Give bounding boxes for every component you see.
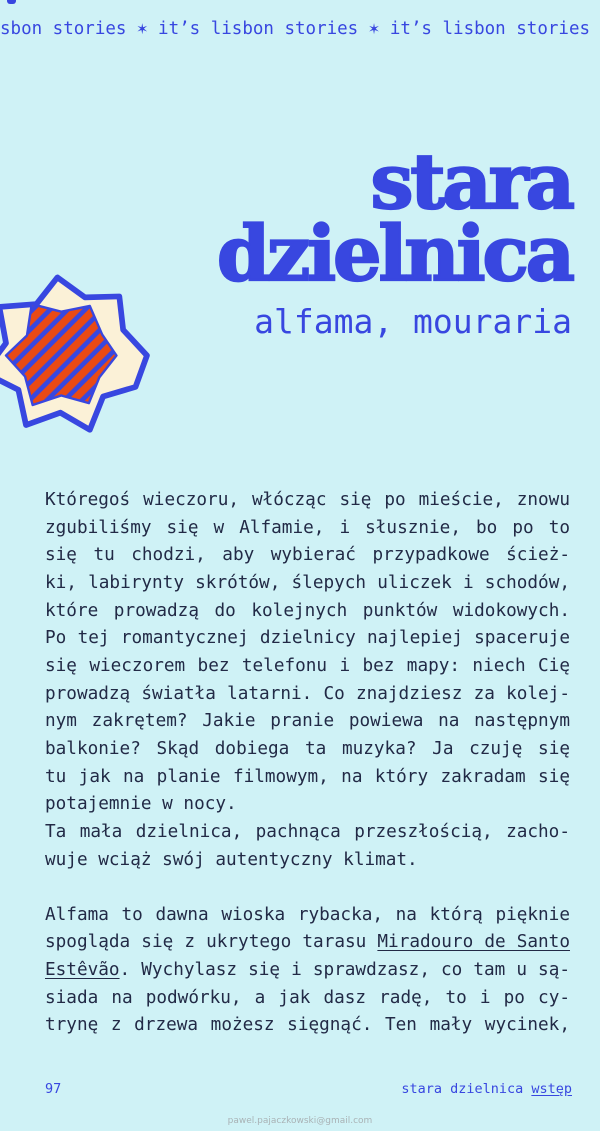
body-line: siada na podwórku, a jak dasz radę, to i po cy- — [45, 987, 570, 1008]
body-line: się tu chodzi, aby wybierać przypadkowe ścież- — [45, 545, 570, 566]
body-paragraph — [45, 487, 570, 874]
footer-wstep-link[interactable]: wstęp — [531, 1081, 572, 1097]
body-line: które prowadzą do kolejnych punktów widokowych. — [45, 600, 570, 621]
body-line: spogląda się z ukrytego tarasu Miradouro de Santo — [45, 932, 570, 953]
body-line: trynę z drzewa możesz sięgnąć. Ten mały wycinek, — [45, 1015, 570, 1036]
footer-section-label: stara dzielnica — [401, 1081, 524, 1097]
body-line: zgubiliśmy się w Alfamie, i słusznie, bo po to — [45, 517, 570, 538]
body-line: Ta mała dzielnica, pachnąca przeszłością, zacho- — [45, 821, 570, 842]
miradouro-link[interactable]: Estêvão — [45, 960, 120, 981]
page-title-line1: stara — [370, 137, 572, 226]
title-block — [216, 137, 572, 342]
body-line: ki, labirynty skrótów, ślepych uliczek i schodów, — [45, 572, 570, 593]
page-subtitle: alfama, mouraria — [254, 302, 572, 342]
body-line: wuje wciąż swój autentyczny klimat. — [45, 849, 418, 870]
body-line: balkonie? Skąd dobiega ta muzyka? Ja czuję się — [45, 738, 570, 759]
footer — [45, 1081, 572, 1097]
body-line: Po tej romantycznej dzielnicy najlepiej spaceruje — [45, 628, 570, 649]
page-title-line2: dzielnica — [216, 209, 572, 299]
page-number: 97 — [45, 1081, 62, 1097]
marquee-text: sbon stories ✶ it’s lisbon stories ✶ it’s lisbon stories — [0, 19, 591, 39]
body-line: Któregoś wieczoru, włócząc się po mieście, znowu — [45, 490, 570, 510]
cropped-glyph-artifact — [7, 0, 16, 4]
body-paragraph — [45, 902, 570, 1040]
body-line: się wieczorem bez telefonu i bez mapy: niech Cię — [45, 655, 570, 676]
footer-right — [401, 1081, 572, 1097]
body-line: tu jak na planie filmowym, na który zakradam się — [45, 766, 570, 787]
body-line: Estêvão. Wychylasz się i sprawdzasz, co tam u są- — [45, 960, 570, 981]
body-line: Alfama to dawna wioska rybacka, na którą pięknie — [45, 904, 570, 925]
watermark-email: pawel.pajaczkowski@gmail.com — [227, 1116, 373, 1126]
miradouro-link[interactable]: Miradouro de Santo — [377, 932, 570, 953]
blob-illustration — [0, 273, 166, 438]
body-line: nym zakrętem? Jakie pranie powiewa na następnym — [45, 711, 570, 732]
body-text — [45, 487, 570, 1040]
body-line: potajemnie w nocy. — [45, 794, 237, 815]
body-line: prowadzą światła latarni. Co znajdziesz za kolej- — [45, 683, 570, 704]
